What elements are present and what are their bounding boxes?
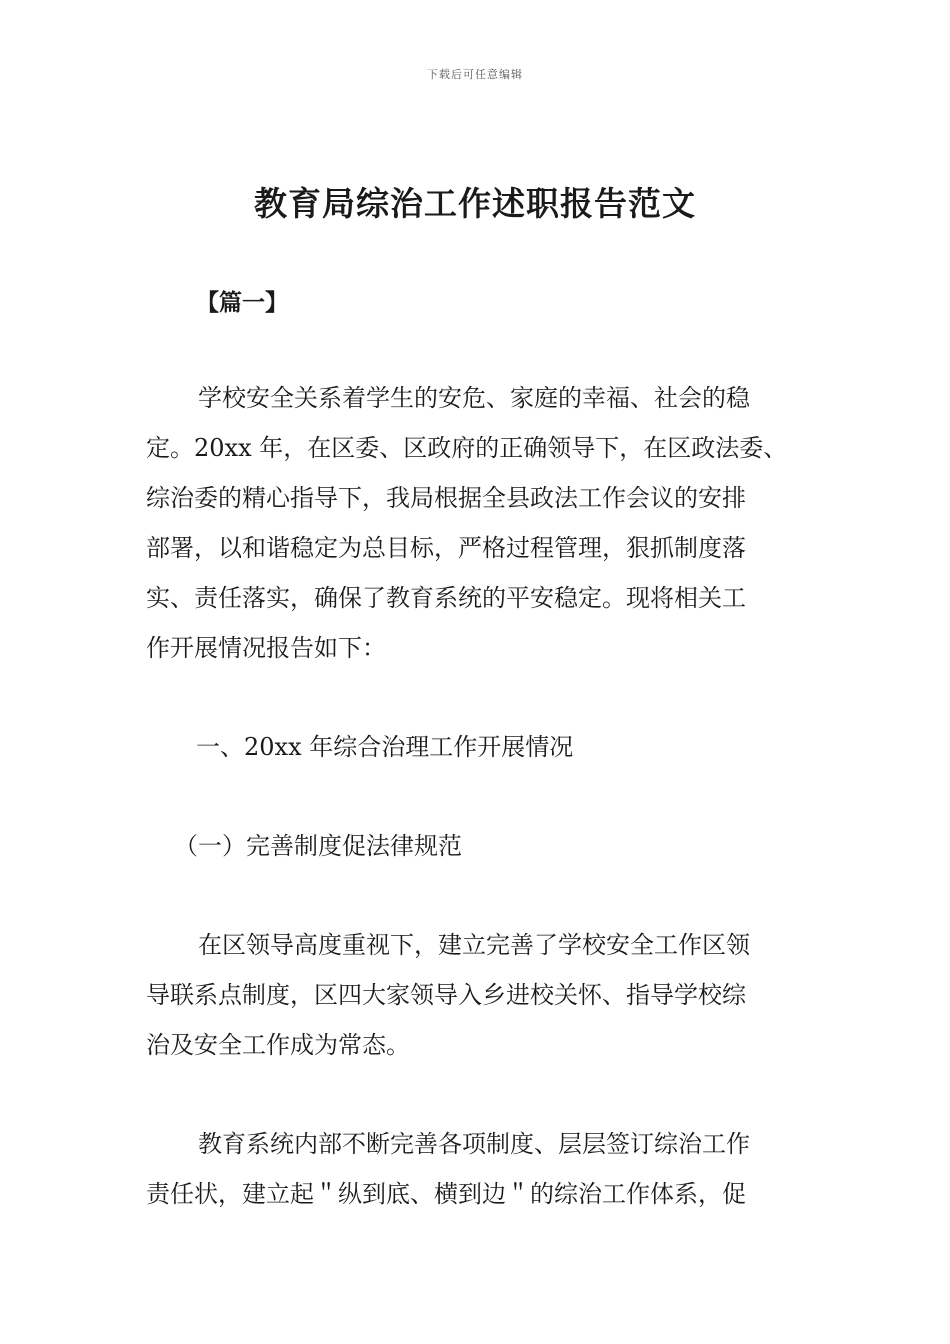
header-note: 下载后可任意编辑 <box>427 68 523 81</box>
text-line: 学校安全关系着学生的安危、家庭的幸福、社会的稳 <box>198 384 750 412</box>
body-paragraph-2 <box>146 920 810 1070</box>
body-paragraph-3 <box>146 1119 810 1219</box>
subsection-heading: （一）完善制度促法律规范 <box>174 832 462 860</box>
text-line: 综治委的精心指导下，我局根据全县政法工作会议的安排 <box>146 484 746 512</box>
text-line: 实、责任落实，确保了教育系统的平安稳定。现将相关工 <box>146 584 746 612</box>
text-line: 作开展情况报告如下： <box>146 634 386 662</box>
text-line: 定。20xx 年，在区委、区政府的正确领导下，在区政法委、 <box>146 434 788 462</box>
text-line: 导联系点制度，区四大家领导入乡进校关怀、指导学校综 <box>146 981 746 1009</box>
text-line: 教育系统内部不断完善各项制度、层层签订综治工作 <box>198 1130 750 1158</box>
text-line: 治及安全工作成为常态。 <box>146 1031 410 1059</box>
text-line: 责任状，建立起＂纵到底、横到边＂的综治工作体系，促 <box>146 1180 746 1208</box>
text-line: 部署，以和谐稳定为总目标，严格过程管理，狠抓制度落 <box>146 534 746 562</box>
intro-paragraph <box>146 373 810 673</box>
section-tag: 【篇一】 <box>196 290 288 316</box>
document-title: 教育局综治工作述职报告范文 <box>254 184 696 223</box>
section-heading: 一、20xx 年综合治理工作开展情况 <box>196 733 574 761</box>
text-line: 在区领导高度重视下，建立完善了学校安全工作区领 <box>198 931 750 959</box>
